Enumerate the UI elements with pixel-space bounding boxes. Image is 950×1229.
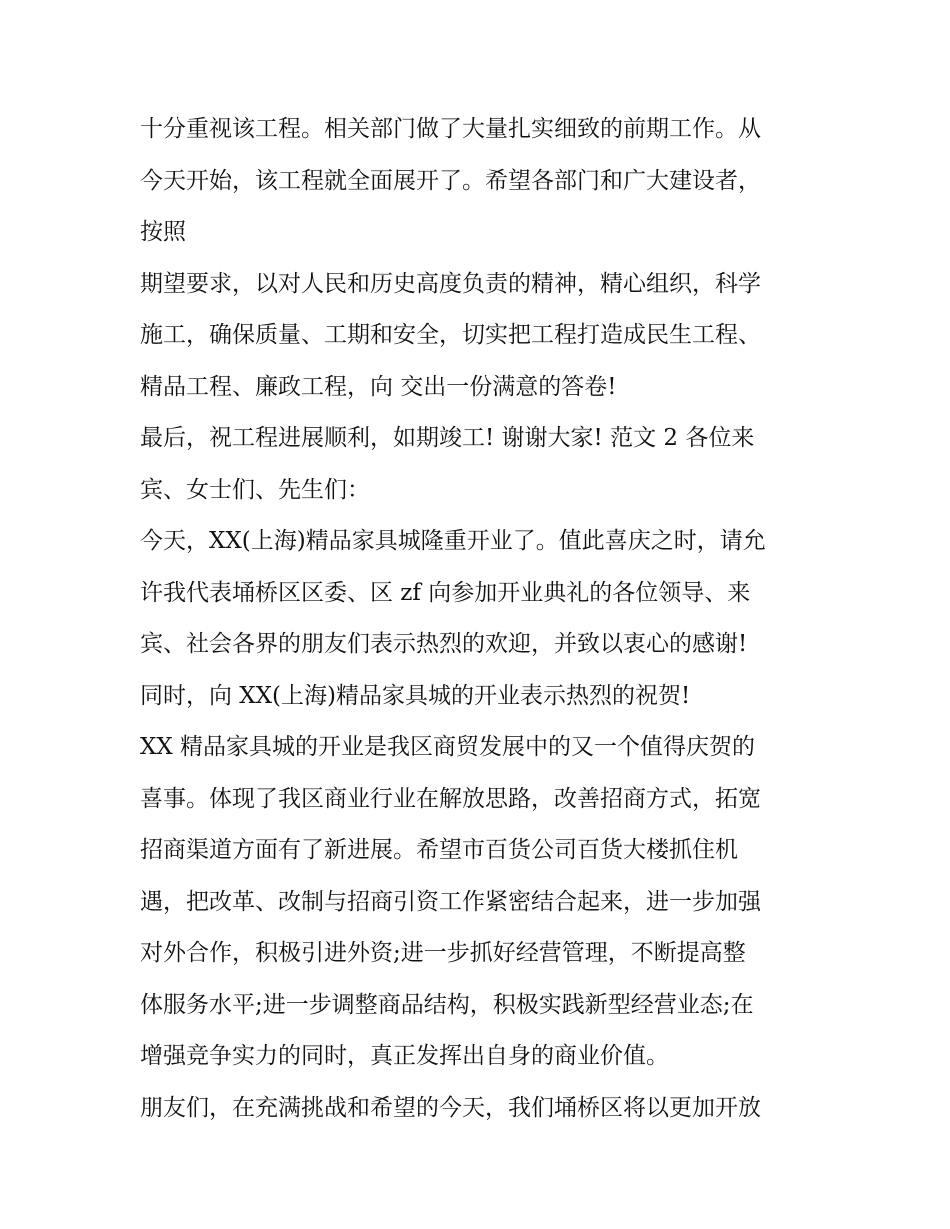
text-line: 按照 (140, 219, 186, 245)
text-line: 增强竞争实力的同时，真正发挥出自身的商业价值。 (140, 1043, 669, 1069)
text-line: 朋友们，在充满挑战和希望的今天，我们埇桥区将以更加开放 (140, 1094, 761, 1121)
document-body (140, 104, 830, 1134)
text-line: 最后，祝工程进展顺利，如期竣工! 谢谢大家! 范文 2 各位来 (140, 425, 755, 451)
text-line: 许我代表埇桥区区委、区 zf 向参加开业典礼的各位领导、来 (140, 579, 751, 606)
text-line: 遇，把改革、改制与招商引资工作紧密结合起来，进一步加强 (140, 888, 761, 915)
text-line: 今天，XX(上海)精品家具城隆重开业了。值此喜庆之时，请允 (140, 528, 766, 554)
text-line: 期望要求，以对人民和历史高度负责的精神，精心组织，科学 (140, 270, 761, 297)
text-line: 招商渠道方面有了新进展。希望市百货公司百货大楼抓住机 (140, 837, 738, 863)
text-line: 宾、女士们、先生们： (140, 476, 370, 503)
text-line: 喜事。体现了我区商业行业在解放思路，改善招商方式，拓宽 (140, 785, 761, 812)
text-line: 同时，向 XX(上海)精品家具城的开业表示热烈的祝贺! (140, 682, 691, 709)
text-line: 今天开始，该工程就全面展开了。希望各部门和广大建设者， (140, 167, 761, 194)
text-line: 施工，确保质量、工期和安全，切实把工程打造成民生工程、 (140, 322, 761, 348)
text-line: 对外合作，积极引进外资;进一步抓好经营管理，不断提高整 (140, 940, 746, 966)
text-line: 十分重视该工程。相关部门做了大量扎实细致的前期工作。从 (140, 116, 761, 142)
text-line: XX 精品家具城的开业是我区商贸发展中的又一个值得庆贺的 (140, 734, 756, 760)
text-line: 体服务水平;进一步调整商品结构，积极实践新型经营业态;在 (140, 991, 754, 1018)
text-line: 精品工程、廉政工程，向 交出一份满意的答卷! (140, 373, 617, 400)
text-line: 宾、社会各界的朋友们表示热烈的欢迎，并致以衷心的感谢! (140, 631, 748, 657)
